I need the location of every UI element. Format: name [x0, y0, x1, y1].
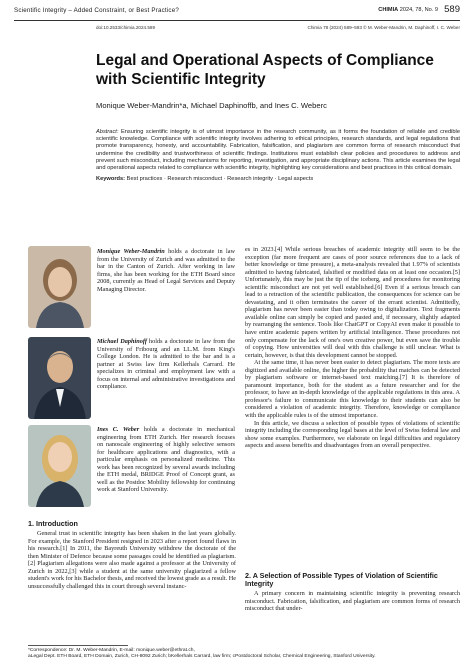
- page-number: 589: [444, 4, 460, 15]
- footnotes: [28, 648, 468, 661]
- right-column-text: es in 2023.[4] While serious breaches of academic integrity still seem to be the exception (far more frequent are cases of poor source references due to a lack of better knowledge or time pressure), a meta-analysis revealed that 1.97% of scientists admitted to having fabricated, falsified or modified data on at least one occasion.[5] Unfortunately, this may be just the tip of the iceberg, and procedures for monitoring scientific misconduct are not yet well established.[6] Even if a serious breach can lead to a retraction of the scientific publication, the consequences for science can be devastating, and it often terminates the career of the errant scientist. Admittedly, plagiarism has never been easier than today owing to digitalization. Text fragments available online can simply be copied and pasted and, if necessary, slightly adapted by rearranging the sentence. Tools like ChatGPT or CopyAI even make it possible to have entire academic papers written by artificial intelligence. These procedures not only compensate for the lack of one's own creative power, but even save the trouble of copying. How universities will deal with this challenge is still unclear. What is certain, however, is that this development cannot be stopped. At the same time, it has never been easier to detect plagiarism. The more texts are digitized and available online, the higher the probability that matches can be detected by plagiarism software or internet-based text matching.[7] It is therefore of paramount importance, both for the student as a future researcher and for the professor, to have an in-depth knowledge of the applicable regulations in this area. A professor's failure to communicate this knowledge to their students can also be considered a violation of academic integrity. Therefore, knowledge or compliance with the applicable rules is of the utmost importance. In this article, we discuss a selection of possible types of violations of scientific integrity including the corresponding legal bases at the level of Swiss federal law and show some examples. Furthermore, we elaborate on legal difficulties and regulatory aspects and assess benefits and disadvantages from an overall perspective.: [245, 246, 460, 450]
- author-photo-1: [28, 246, 91, 328]
- section-heading-introduction: 1. Introduction: [28, 519, 78, 528]
- author-bio-2: Michael Daphinoff holds a doctorate in law from the University of Fribourg and an LL.M. from King's College London. He is admitted to the bar and is a partner at Swiss law firm Kellerhals Carrard. He specializes in criminal and employment law with a focus on internal and administrative investigations and compliance.: [97, 338, 235, 391]
- abstract-label: Abstract:: [96, 129, 119, 135]
- author-photo-3: [28, 425, 91, 507]
- section-2-text: A primary concern in maintaining scientific integrity is preventing research misconduct. Fabrication, falsification, and plagiarism are common forms of research misconduct that under-: [245, 590, 460, 613]
- doi: doi:10.2533/chimia.2024.589: [96, 25, 155, 30]
- abstract: [96, 129, 460, 183]
- abstract-text: Ensuring scientific integrity is of utmost importance in the research community, as it forms the foundation of reliable and credible scientific knowledge. Compliance with scientific integrity involves adhering to ethical principles, research standards, and legal regulations that promote transparency, honesty, and accountability. Fabrication, falsification, and plagiarism are common forms of research misconduct that undermine the credibility and trustworthiness of scientific findings. Institutions must establish clear policies and procedures to address and prevent such misconduct, including mechanisms for reporting, investigation, and appropriate disciplinary actions. This article examines the legal and operational aspects related to compliance with scientific integrity, highlighting key considerations and best practices in this critical domain.: [96, 129, 460, 172]
- author-photo-2: [28, 337, 91, 419]
- journal-issue: CHIMIA 2024, 78, No. 9: [378, 7, 438, 13]
- keywords: Best practices · Research misconduct · Research integrity · Legal aspects: [125, 176, 314, 183]
- footnote-rule: [28, 645, 128, 646]
- running-title: Scientific Integrity – Added Constraint, or Best Practice?: [14, 7, 179, 14]
- footnote-correspondence: *Correspondence: Dr. M. Weber-Mandrin, E-mail: monique.weber@ethrat.ch,: [28, 648, 195, 653]
- article-title: Legal and Operational Aspects of Compliance with Scientific Integrity: [96, 52, 434, 88]
- author-bio-3: Ines C. Weber holds a doctorate in mechanical engineering from ETH Zurich. Her research focuses on nanoscale engineering of highly selective sensors for healthcare applications and diagnostics, with a particular emphasis on personalized medicine. This work has been recognized by several awards including the ETH medal, BRIDGE Proof of Concept grant, as well as the Postdoc Mobility fellowship for continuing work at Stanford University.: [97, 426, 235, 494]
- section-heading-violations: 2. A Selection of Possible Types of Violation of Scientific Integrity: [245, 571, 438, 588]
- authors: Monique Weber-Mandrin*a, Michael Daphinoffb, and Ines C. Weberc: [96, 101, 327, 110]
- running-header: [14, 4, 460, 20]
- footnote-affiliations: aLegal Dept. ETH Board, ETH Domain, Zurich, CH-8092 Zurich; bKellerhals Carrard, law firm; cPostdoctoral Scholar, Chemical Engineering, Stanford University.: [28, 654, 376, 660]
- author-bio-1: Monique Weber-Mandrin holds a doctorate in law from the University of Zurich and was admitted to the bar in the Canton of Zurich. After working in law firms, she has been working for the ETH Board since 2008, currently as Head of Legal Services and Deputy Managing Director.: [97, 248, 235, 293]
- header-rule: [14, 20, 460, 21]
- introduction-text: General trust in scientific integrity has been shaken in the last years globally. For example, the Stanford President resigned in 2023 after a report found flaws in his research.[1] In 2011, the Bayreuth University withdrew the doctorate of the then Minister of Defence because some passages could be identified as plagiarism.[2] Plagiarism allegations were also made against a professor at the University of Zurich in 2022,[3] while a student at the same university plagiarized a fellow student's work for his Bachelor thesis, and received the lowest grade as a result. He unsuccessfully challenged this in court through several instanc-: [28, 530, 237, 590]
- citation: Chimia 78 (2024) 589–593 © M. Weber-Mandrin, M. Daphinoff, I. C. Weber: [307, 25, 460, 30]
- keywords-label: Keywords:: [96, 176, 126, 183]
